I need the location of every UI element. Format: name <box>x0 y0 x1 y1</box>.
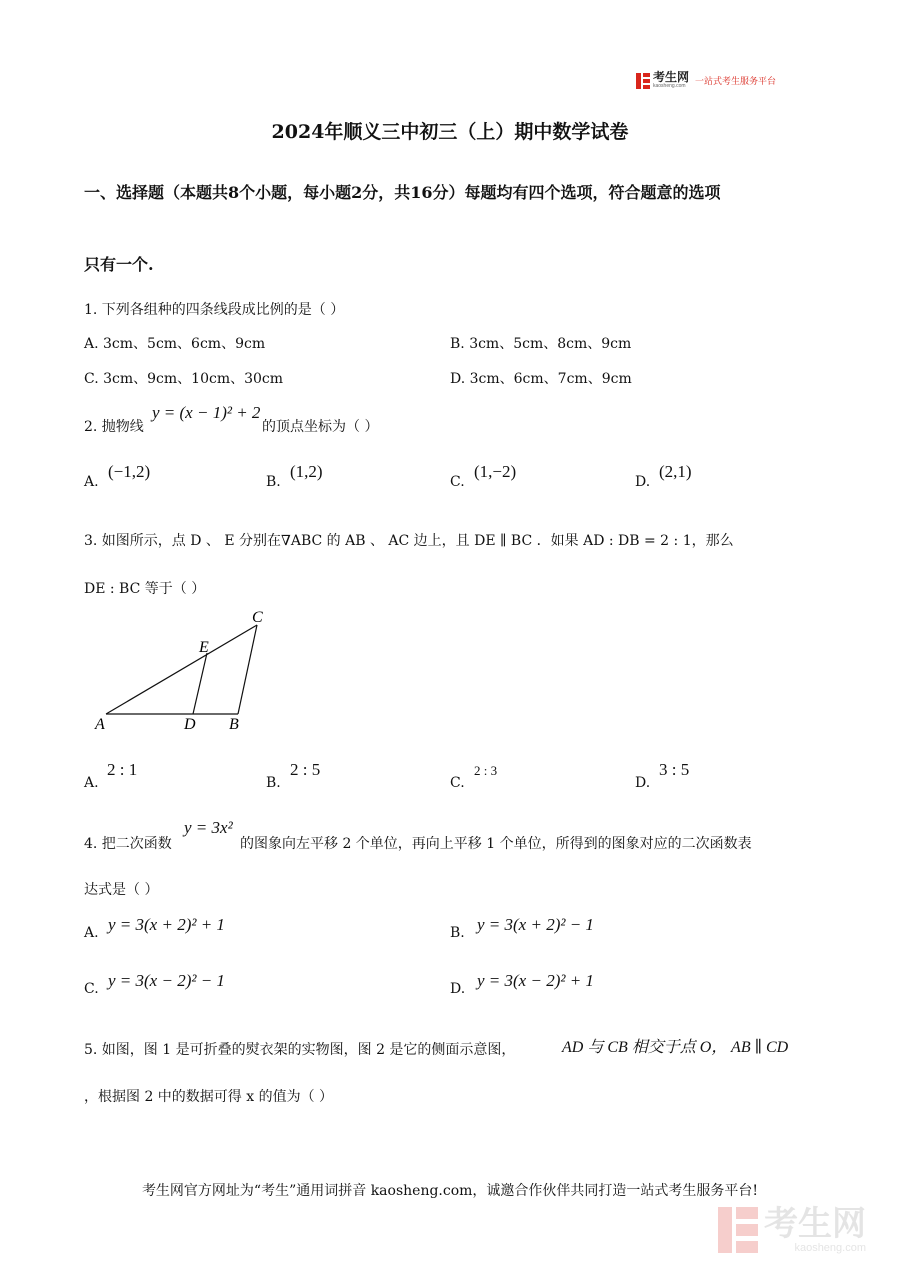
label-e: E <box>199 639 209 656</box>
q4-option-a: y = 3(x + 2)² + 1 <box>108 915 225 934</box>
q3-letter-c: C. <box>450 775 465 791</box>
q3-letter-b: B. <box>266 775 281 791</box>
q2-option-c: (1,−2) <box>474 462 517 481</box>
q4-letter-b: B. <box>450 925 465 941</box>
q2-tail: 的顶点坐标为（ ） <box>262 419 379 435</box>
page-footer: 考生网官方网址为“考生”通用词拼音 kaosheng.com，诚邀合作伙伴共同打造一站式考生服务平台! <box>141 1183 759 1199</box>
label-c: C <box>252 609 263 626</box>
q1-option-c: C. 3cm、9cm、10cm、30cm <box>84 371 284 387</box>
q1-option-d: D. 3cm、6cm、7cm、9cm <box>450 371 632 387</box>
q3-triangle-figure <box>90 605 280 735</box>
q2-formula: y = (x − 1)² + 2 <box>152 403 261 422</box>
q1-stem: 1. 下列各组种的四条线段成比例的是（ ） <box>84 302 345 318</box>
q2-number: 2. 抛物线 <box>84 419 144 435</box>
q3-line2: DE : BC 等于（ ） <box>84 581 206 597</box>
page-title: 2024年顺义三中初三（上）期中数学试卷 <box>271 121 629 143</box>
label-b: B <box>229 716 239 733</box>
logo-domain: kaosheng.com <box>653 83 686 89</box>
segment-ac <box>106 625 257 714</box>
header-logo <box>636 72 776 89</box>
section-heading-line2: 只有一个. <box>84 255 154 274</box>
watermark <box>718 1206 866 1254</box>
logo-name: 考生网 <box>653 70 690 84</box>
watermark-domain: kaosheng.com <box>794 1242 866 1254</box>
q2-letter-d: D. <box>635 474 651 490</box>
header-slogan: 一站式考生服务平台 <box>695 77 777 87</box>
q3-line1: 3. 如图所示，点 D 、 E 分别在∇ABC 的 AB 、 AC 边上，且 DE ∥ BC ．如果 AD : DB = 2 : 1，那么 <box>84 533 734 549</box>
segment-bc <box>238 625 257 714</box>
q1-option-a: A. 3cm、5cm、6cm、9cm <box>84 336 266 352</box>
q3-option-a: 2 : 1 <box>107 760 138 779</box>
q5-line2: ，根据图 2 中的数据可得 x 的值为（ ） <box>84 1089 334 1105</box>
q2-option-d: (2,1) <box>659 462 692 481</box>
q2-option-b: (1,2) <box>290 462 323 481</box>
q4-line2: 达式是（ ） <box>84 882 159 898</box>
q4-letter-a: A. <box>84 925 99 941</box>
q1-option-b: B. 3cm、5cm、8cm、9cm <box>450 336 632 352</box>
q4-option-d: y = 3(x − 2)² + 1 <box>477 971 594 990</box>
q3-letter-a: A. <box>84 775 99 791</box>
q5-line1-start: 5. 如图，图 1 是可折叠的熨衣架的实物图，图 2 是它的侧面示意图， <box>84 1042 516 1058</box>
q4-line1-end: 的图象向左平移 2 个单位，再向上平移 1 个单位，所得到的图象对应的二次函数表 <box>240 836 752 852</box>
q4-line1-start: 4. 把二次函数 <box>84 836 172 852</box>
q4-option-b: y = 3(x + 2)² − 1 <box>477 915 594 934</box>
q2-letter-a: A. <box>84 474 99 490</box>
section-heading-line1: 一、选择题（本题共8个小题，每小题2分，共16分）每题均有四个选项，符合题意的选项 <box>84 183 721 202</box>
q3-option-b: 2 : 5 <box>290 760 321 779</box>
watermark-logo-icon <box>718 1207 758 1253</box>
label-d: D <box>184 716 196 733</box>
q3-letter-d: D. <box>635 775 651 791</box>
q2-letter-c: C. <box>450 474 465 490</box>
label-a: A <box>95 716 105 733</box>
q4-letter-d: D. <box>450 981 466 997</box>
q4-formula: y = 3x² <box>184 818 233 837</box>
q4-option-c: y = 3(x − 2)² − 1 <box>108 971 225 990</box>
q2-option-a: (−1,2) <box>108 462 151 481</box>
kaosheng-logo-icon <box>636 73 650 89</box>
q2-letter-b: B. <box>266 474 281 490</box>
q3-option-d: 3 : 5 <box>659 760 690 779</box>
q5-line1-math: AD 与 CB 相交于点 O， AB ∥ CD <box>562 1039 789 1056</box>
q3-option-c: 2 : 3 <box>474 763 498 778</box>
watermark-name: 考生网 <box>764 1204 866 1244</box>
q4-letter-c: C. <box>84 981 99 997</box>
